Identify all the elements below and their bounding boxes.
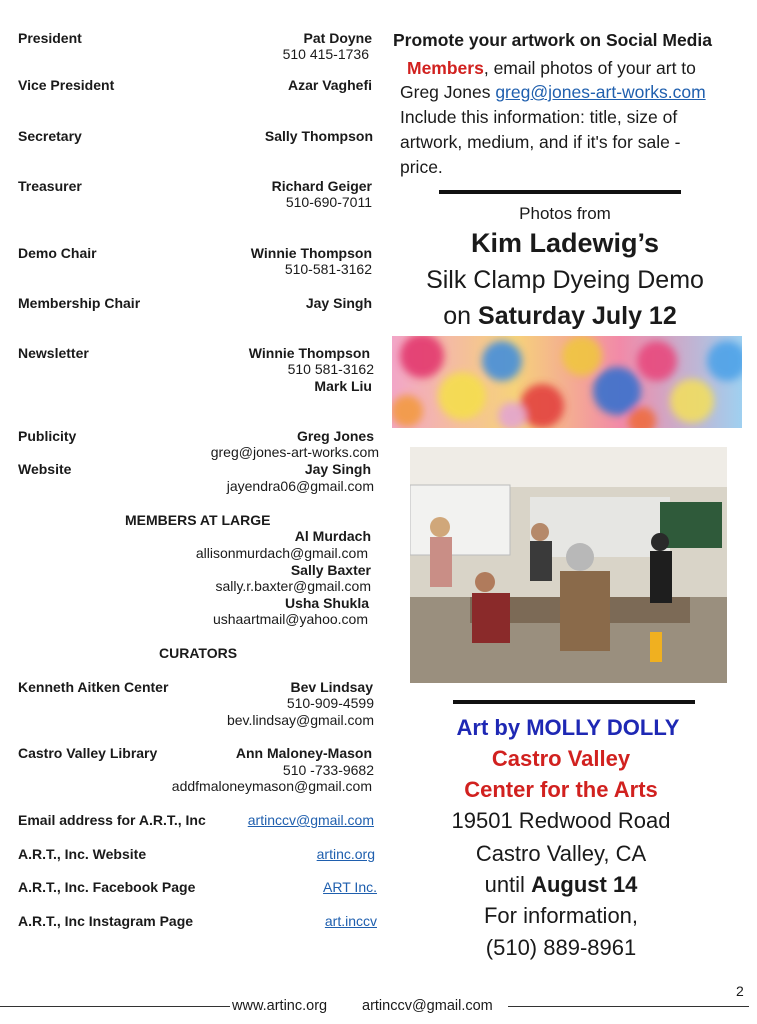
- exhibit-until-date: August 14: [531, 872, 638, 897]
- exhibit-address-2: Castro Valley, CA: [475, 841, 647, 866]
- name-publicity: Greg Jones: [296, 428, 374, 444]
- promo-contact-name: Greg Jones: [400, 82, 496, 102]
- curator-name: Ann Maloney-Mason: [235, 745, 372, 761]
- curator-phone: 510-909-4599: [286, 695, 374, 711]
- footer-rule-left: [0, 1006, 230, 1007]
- role-president: President: [18, 30, 82, 46]
- promo-members: Members: [407, 58, 484, 78]
- page-number: 2: [736, 983, 744, 999]
- exhibit-until-line: [411, 872, 711, 898]
- role-website: Website: [18, 461, 72, 477]
- phone-president: 510 415-1736: [282, 46, 369, 62]
- member-name: Sally Baxter: [290, 562, 371, 578]
- email-publicity: greg@jones-art-works.com: [210, 444, 379, 460]
- exhibit-info: For information,: [483, 903, 639, 928]
- email-website: jayendra06@gmail.com: [226, 478, 374, 494]
- link-label-email: Email address for A.R.T., Inc: [18, 812, 206, 828]
- member-email: allisonmurdach@gmail.com: [195, 545, 368, 561]
- demo-title: Silk Clamp Dyeing Demo: [426, 266, 704, 294]
- footer-rule-right: [508, 1006, 749, 1007]
- club-facebook-link[interactable]: ART Inc.: [323, 879, 377, 895]
- demo-photos-from: Photos from: [519, 204, 611, 223]
- club-instagram-link[interactable]: art.inccv: [324, 913, 377, 929]
- promo-line-1: [407, 58, 696, 79]
- phone-newsletter: 510 581-3162: [287, 361, 374, 377]
- promo-line-5: price.: [400, 157, 443, 177]
- divider-bottom: [453, 700, 695, 704]
- demo-artist: Kim Ladewig’s: [470, 228, 660, 258]
- workshop-scene: [410, 447, 727, 683]
- footer-email[interactable]: artinccv@gmail.com: [362, 998, 493, 1014]
- member-name: Al Murdach: [294, 528, 371, 544]
- name-treasurer: Richard Geiger: [271, 178, 372, 194]
- name-membership-chair: Jay Singh: [305, 295, 372, 311]
- workshop-photo: [410, 447, 727, 683]
- curator-name: Bev Lindsay: [290, 679, 373, 695]
- role-vice-president: Vice President: [18, 77, 115, 93]
- curator-email: bev.lindsay@gmail.com: [226, 712, 374, 728]
- members-at-large-heading: MEMBERS AT LARGE: [125, 512, 271, 528]
- name-website: Jay Singh: [304, 461, 371, 477]
- name-vice-president: Azar Vaghefi: [287, 77, 372, 93]
- curator-phone: 510 -733-9682: [282, 762, 374, 778]
- link-label-website: A.R.T., Inc. Website: [18, 846, 147, 862]
- exhibit-venue-1: Castro Valley: [491, 746, 631, 771]
- divider-top: [439, 190, 681, 194]
- role-demo-chair: Demo Chair: [18, 245, 97, 261]
- promo-line-3: Include this information: title, size of: [400, 107, 678, 127]
- demo-date: Saturday July 12: [478, 302, 677, 330]
- link-label-facebook: A.R.T., Inc. Facebook Page: [18, 879, 196, 895]
- curator-email: addfmaloneymason@gmail.com: [171, 778, 372, 794]
- exhibit-artist: Art by MOLLY DOLLY: [456, 715, 680, 740]
- exhibit-phone: (510) 889-8961: [485, 935, 637, 960]
- exhibit-address-1: 19501 Redwood Road: [451, 808, 671, 833]
- silk-dye-image: [392, 336, 742, 428]
- role-newsletter: Newsletter: [18, 345, 89, 361]
- silk-dye-art: [392, 336, 742, 428]
- exhibit-until: until: [484, 872, 532, 897]
- name-newsletter: Winnie Thompson: [248, 345, 370, 361]
- link-label-instagram: A.R.T., Inc Instagram Page: [18, 913, 194, 929]
- demo-on: on: [443, 302, 479, 330]
- club-email-link[interactable]: artinccv@gmail.com: [247, 812, 374, 828]
- name-newsletter-2: Mark Liu: [314, 378, 372, 394]
- demo-date-line: [385, 302, 735, 331]
- phone-demo-chair: 510-581-3162: [284, 261, 372, 277]
- footer-website[interactable]: www.artinc.org: [232, 998, 328, 1014]
- promo-line-4: artwork, medium, and if it's for sale -: [400, 132, 681, 152]
- role-membership-chair: Membership Chair: [18, 295, 141, 311]
- curators-heading: CURATORS: [159, 645, 238, 661]
- member-email: ushaartmail@yahoo.com: [212, 611, 368, 627]
- curator-place: Kenneth Aitken Center: [18, 679, 169, 695]
- name-demo-chair: Winnie Thompson: [250, 245, 372, 261]
- promo-title: Promote your artwork on Social Media: [393, 30, 712, 50]
- promo-line-1-text: , email photos of your art to: [483, 58, 696, 78]
- name-president: Pat Doyne: [303, 30, 372, 46]
- role-secretary: Secretary: [18, 128, 82, 144]
- promo-line-2: [400, 82, 706, 103]
- role-publicity: Publicity: [18, 428, 77, 444]
- member-email: sally.r.baxter@gmail.com: [215, 578, 371, 594]
- role-treasurer: Treasurer: [18, 178, 82, 194]
- promo-email-link[interactable]: greg@jones-art-works.com: [495, 82, 706, 102]
- phone-treasurer: 510-690-7011: [285, 194, 372, 210]
- club-website-link[interactable]: artinc.org: [316, 846, 375, 862]
- curator-place: Castro Valley Library: [18, 745, 158, 761]
- exhibit-venue-2: Center for the Arts: [464, 777, 658, 802]
- name-secretary: Sally Thompson: [264, 128, 373, 144]
- member-name: Usha Shukla: [284, 595, 369, 611]
